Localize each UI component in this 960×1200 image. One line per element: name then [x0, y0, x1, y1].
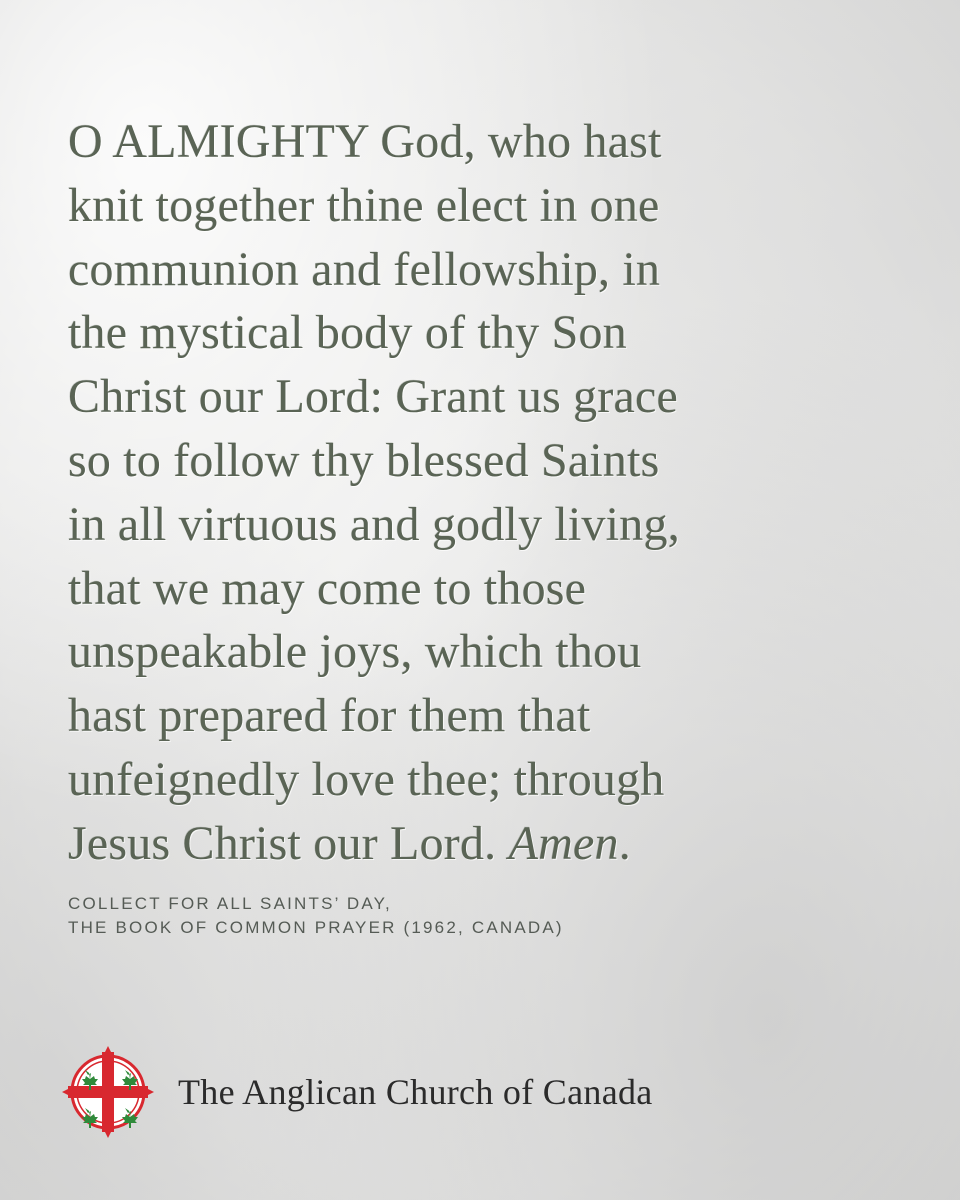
prayer-line: in all virtuous and godly living, — [68, 497, 680, 551]
prayer-line: unfeignedly love thee; through — [68, 752, 665, 806]
prayer-line: communion and fellowship, in — [68, 242, 661, 296]
footer-branding — [62, 1046, 653, 1138]
organization-name: The Anglican Church of Canada — [178, 1072, 653, 1112]
citation-line-2: THE BOOK OF COMMON PRAYER (1962, CANADA) — [68, 918, 564, 937]
prayer-line: O ALMIGHTY God, who hast — [68, 115, 662, 168]
anglican-compass-rose-icon — [62, 1046, 154, 1138]
prayer-line: that we may come to those — [68, 561, 587, 615]
citation — [68, 892, 564, 940]
prayer-line: unspeakable joys, which thou — [68, 625, 642, 679]
final-period: . — [618, 816, 631, 870]
prayer-text — [68, 110, 928, 876]
prayer-line: knit together thine elect in one — [68, 178, 660, 232]
amen-text: Amen — [508, 816, 619, 870]
prayer-line: the mystical body of thy Son — [68, 306, 627, 360]
prayer-line: hast prepared for them that — [68, 689, 591, 743]
prayer-line: Christ our Lord: Grant us grace — [68, 370, 679, 424]
prayer-line: so to follow thy blessed Saints — [68, 433, 660, 487]
citation-line-1: COLLECT FOR ALL SAINTS’ DAY, — [68, 894, 392, 913]
prayer-line: Jesus Christ our Lord. — [68, 816, 509, 870]
prayer-last-line — [68, 812, 928, 876]
